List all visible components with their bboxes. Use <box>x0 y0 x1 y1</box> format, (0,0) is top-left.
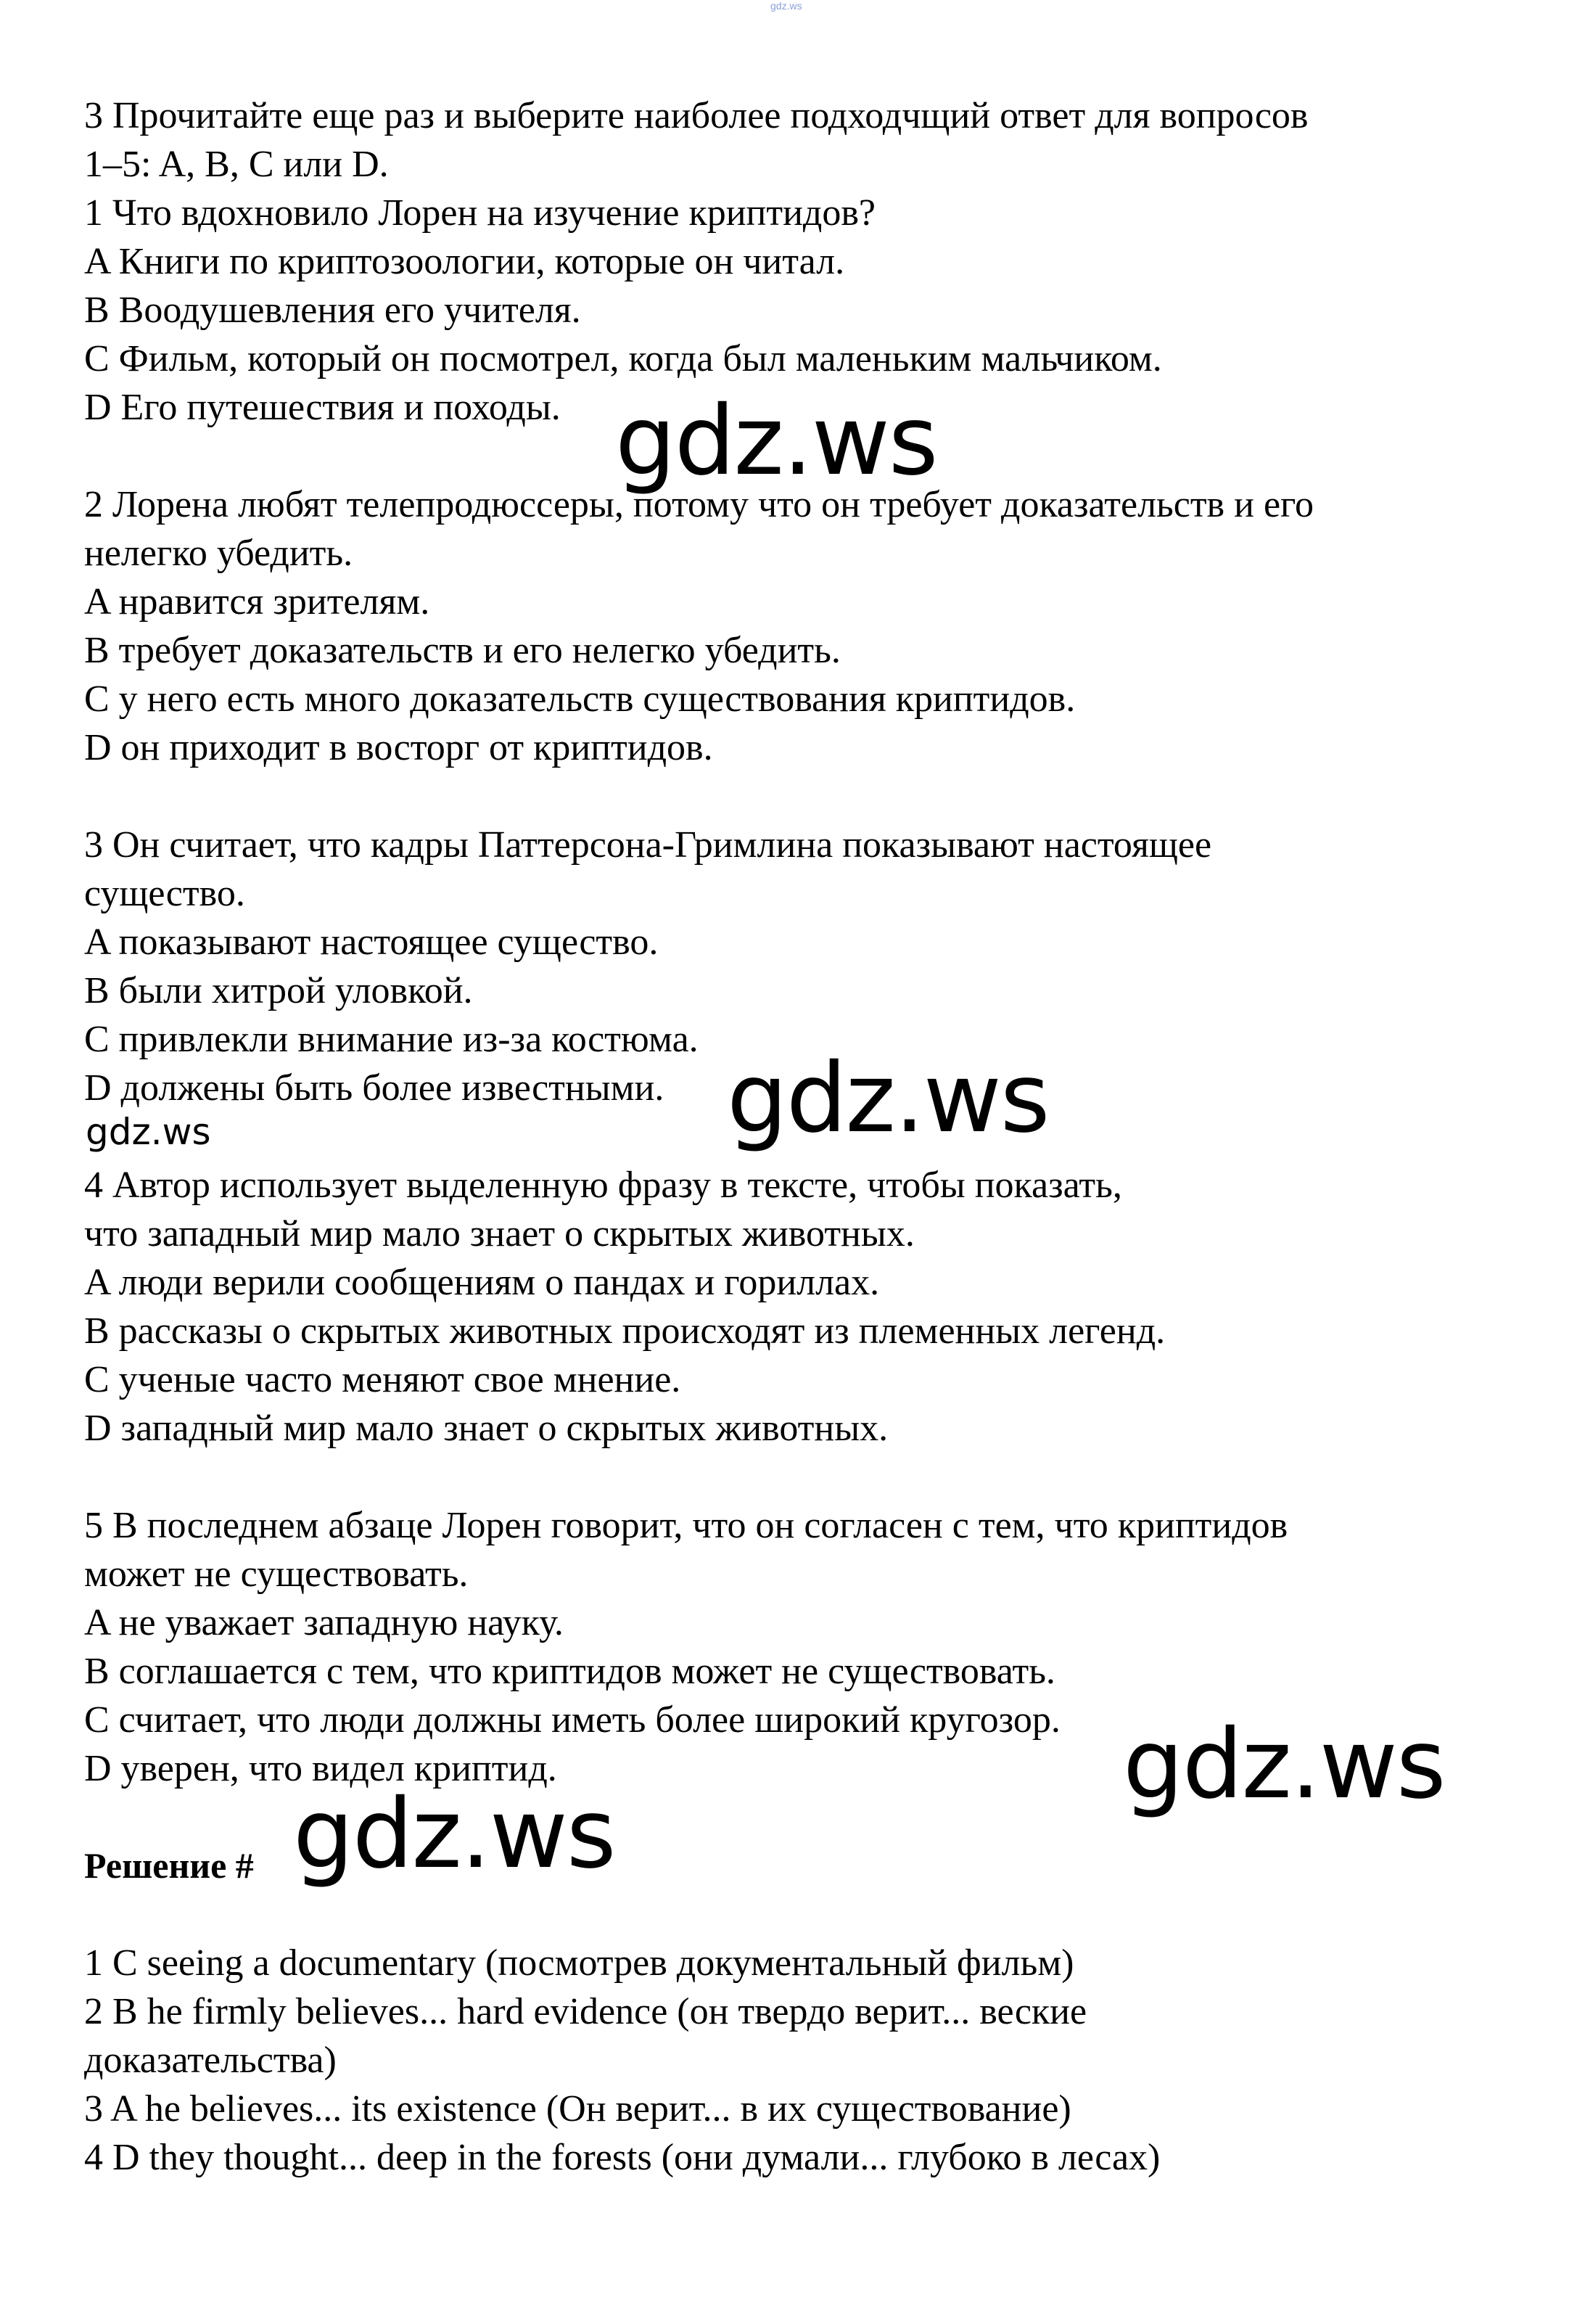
text-line: D должены быть более известными. <box>84 1067 664 1109</box>
text-line: B были хитрой уловкой. <box>84 970 473 1011</box>
text-line: существо. <box>84 873 245 914</box>
text-line: C ученые часто меняют свое мнение. <box>84 1359 681 1400</box>
text-line: D он приходит в восторг от криптидов. <box>84 727 713 768</box>
text-line: 1 Что вдохновило Лорен на изучение криптидов? <box>84 192 876 234</box>
text-line: 3 Он считает, что кадры Паттерсона-Гримлина показывают настоящее <box>84 824 1212 866</box>
text-line: A нравится зрителям. <box>84 581 430 623</box>
text-line: A не уважает западную науку. <box>84 1602 564 1643</box>
text-line: 1 C seeing a documentary (посмотрев документальный фильм) <box>84 1942 1074 1984</box>
text-line: B требует доказательств и его нелегко убедить. <box>84 630 841 671</box>
watermark-4: gdz.ws <box>1123 1709 1445 1820</box>
watermark-1: gdz.ws <box>615 385 937 497</box>
text-line: 2 B he firmly believes... hard evidence (он твердо верит... веские <box>84 1991 1087 2032</box>
text-line: C у него есть много доказательств существования криптидов. <box>84 678 1076 720</box>
text-line: 5 В последнем абзаце Лорен говорит, что он согласен с тем, что криптидов <box>84 1505 1288 1546</box>
text-line: D Его путешествия и походы. <box>84 387 561 428</box>
watermark-5: gdz.ws <box>293 1778 615 1890</box>
text-line: A люди верили сообщениям о пандах и гориллах. <box>84 1262 880 1303</box>
text-line: может не существовать. <box>84 1553 469 1595</box>
text-line: C привлекли внимание из-за костюма. <box>84 1019 699 1060</box>
text-line: D уверен, что видел криптид. <box>84 1748 557 1789</box>
paragraph-gap <box>84 1890 1520 1939</box>
text-line: нелегко убедить. <box>84 533 353 574</box>
text-line: D западный мир мало знает о скрытых животных. <box>84 1408 889 1449</box>
text-line: что западный мир мало знает о скрытых животных. <box>84 1213 915 1255</box>
text-line: C Фильм, который он посмотрел, когда был маленьким мальчиком. <box>84 338 1162 379</box>
watermark-3: gdz.ws <box>86 1111 211 1153</box>
top-watermark-text: gdz.ws <box>770 0 802 12</box>
text-line: 3 A he believes... its existence (Он верит... в их существование) <box>84 2088 1071 2130</box>
paragraph-gap <box>84 772 1520 821</box>
text-line: доказательства) <box>84 2040 337 2081</box>
watermark-2: gdz.ws <box>727 1043 1049 1154</box>
text-line: 1–5: A, B, C или D. <box>84 144 389 185</box>
text-line: A показывают настоящее существо. <box>84 921 659 963</box>
text-line: 3 Прочитайте еще раз и выберите наиболее подходчщий ответ для вопросов <box>84 95 1309 136</box>
text-line: 2 Лорена любят телепродюссеры, потому что он требует доказательств и его <box>84 484 1314 525</box>
section-heading: Решение # <box>84 1845 254 1886</box>
text-line: B соглашается с тем, что криптидов может не существовать. <box>84 1651 1055 1692</box>
text-line: C считает, что люди должны иметь более широкий кругозор. <box>84 1699 1061 1741</box>
text-line: 4 Автор использует выделенную фразу в тексте, чтобы показать, <box>84 1165 1122 1206</box>
text-line: B рассказы о скрытых животных происходят из племенных легенд. <box>84 1310 1166 1352</box>
text-line: B Воодушевления его учителя. <box>84 290 581 331</box>
paragraph-gap <box>84 1453 1520 1501</box>
text-line: 4 D they thought... deep in the forests (они думали... глубоко в лесах) <box>84 2137 1161 2178</box>
text-line: A Книги по криптозоологии, которые он читал. <box>84 241 845 282</box>
